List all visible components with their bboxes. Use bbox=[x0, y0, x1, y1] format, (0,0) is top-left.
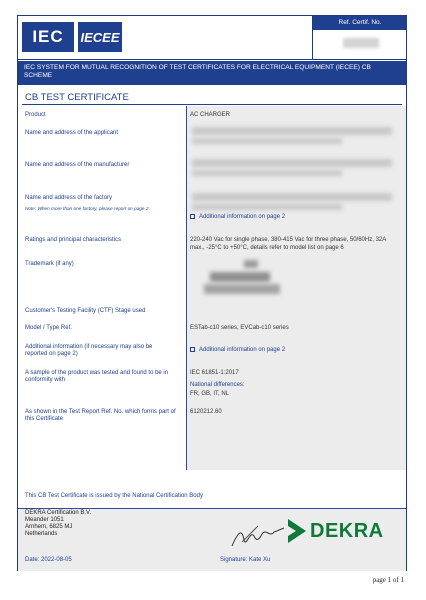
ratings-label: Ratings and principal characteristics bbox=[25, 237, 122, 243]
manufacturer-label: Name and address of the manufacturer bbox=[25, 162, 130, 168]
factory-label: Name and address of the factory bbox=[25, 195, 113, 201]
trademark-label: Trademark (if any) bbox=[25, 261, 74, 267]
sample-label: A sample of the product was tested and found to be in conformity with bbox=[25, 370, 169, 384]
signature-scribble bbox=[228, 522, 288, 552]
factory-additional-checkbox bbox=[190, 214, 195, 219]
ratings-value: 220-240 Vac for single phase, 380-415 Vac for three phase, 50/60Hz, 32A max., -25°C to +50°C, details refer to model list on page 6 bbox=[190, 237, 386, 251]
dekra-logo-text: DEKRA bbox=[310, 519, 384, 542]
certificate-title: CB TEST CERTIFICATE bbox=[25, 92, 129, 103]
sample-standard: IEC 61851-1:2017 bbox=[190, 370, 239, 376]
dekra-logo bbox=[288, 516, 392, 546]
model-label: Model / Type Ref. bbox=[25, 325, 72, 331]
manufacturer-redacted-2 bbox=[192, 170, 342, 176]
report-value: 6120212.60 bbox=[190, 409, 222, 415]
national-differences-value: FR, GB, IT, NL bbox=[190, 391, 230, 397]
factory-redacted bbox=[192, 193, 392, 201]
ref-certificate-box bbox=[312, 16, 406, 59]
report-label: As shown in the Test Report Ref. No. which forms part of this Certificate bbox=[25, 409, 176, 423]
factory-redacted-2 bbox=[192, 204, 342, 210]
ncb-name: DEKRA Certification B.V. bbox=[25, 510, 92, 516]
additional-info-label: Additional information (if necessary may also be reported on page 2) bbox=[25, 344, 153, 358]
dekra-chevron-icon bbox=[288, 519, 306, 543]
page-number: page 1 of 1 bbox=[372, 576, 404, 584]
title-divider bbox=[22, 104, 402, 105]
applicant-redacted bbox=[192, 127, 392, 135]
certificate-date: Date: 2022-08-05 bbox=[25, 557, 72, 563]
top-header bbox=[18, 16, 406, 60]
additional-info-text: Additional information on page 2 bbox=[199, 347, 286, 354]
product-value: AC CHARGER bbox=[190, 112, 231, 118]
iecee-logo: IECEE bbox=[78, 22, 122, 52]
factory-note: Note: When more than one factory, please report on page 2 bbox=[25, 206, 149, 211]
issued-by-statement: This CB Test Certificate is issued by the National Certification Body bbox=[25, 493, 203, 499]
additional-info-value bbox=[190, 347, 285, 355]
ncb-street: Meander 1051 bbox=[25, 517, 64, 523]
applicant-label: Name and address of the applicant bbox=[25, 130, 119, 136]
national-differences-label: National differences: bbox=[190, 382, 245, 388]
applicant-redacted-2 bbox=[192, 138, 342, 144]
ctf-label: Customer's Testing Facility (CTF) Stage used bbox=[25, 308, 146, 314]
ncb-country: Netherlands bbox=[25, 531, 58, 537]
certificate-sheet bbox=[17, 15, 407, 571]
factory-additional-text: Additional information on page 2 bbox=[199, 214, 286, 221]
model-value: ESTab-c10 series, EVCab-c10 series bbox=[190, 325, 289, 331]
iec-logo: IEC bbox=[22, 22, 74, 52]
factory-additional-info bbox=[190, 214, 285, 222]
system-title: IEC SYSTEM FOR MUTUAL RECOGNITION OF TEST CERTIFICATES FOR ELECTRICAL EQUIPMENT (IECEE) CB SCHEME bbox=[18, 61, 406, 85]
signature-label: Signature: Kate Xu bbox=[220, 557, 271, 563]
product-label: Product bbox=[25, 112, 46, 118]
ref-certificate-label: Ref. Certif. No. bbox=[313, 16, 407, 30]
additional-info-checkbox bbox=[190, 347, 195, 352]
ncb-city: Arnhem, 6825 MJ bbox=[25, 524, 73, 530]
manufacturer-redacted bbox=[192, 159, 392, 167]
trademark-logo-redacted bbox=[200, 260, 284, 300]
ref-certificate-number-redacted bbox=[343, 38, 379, 48]
